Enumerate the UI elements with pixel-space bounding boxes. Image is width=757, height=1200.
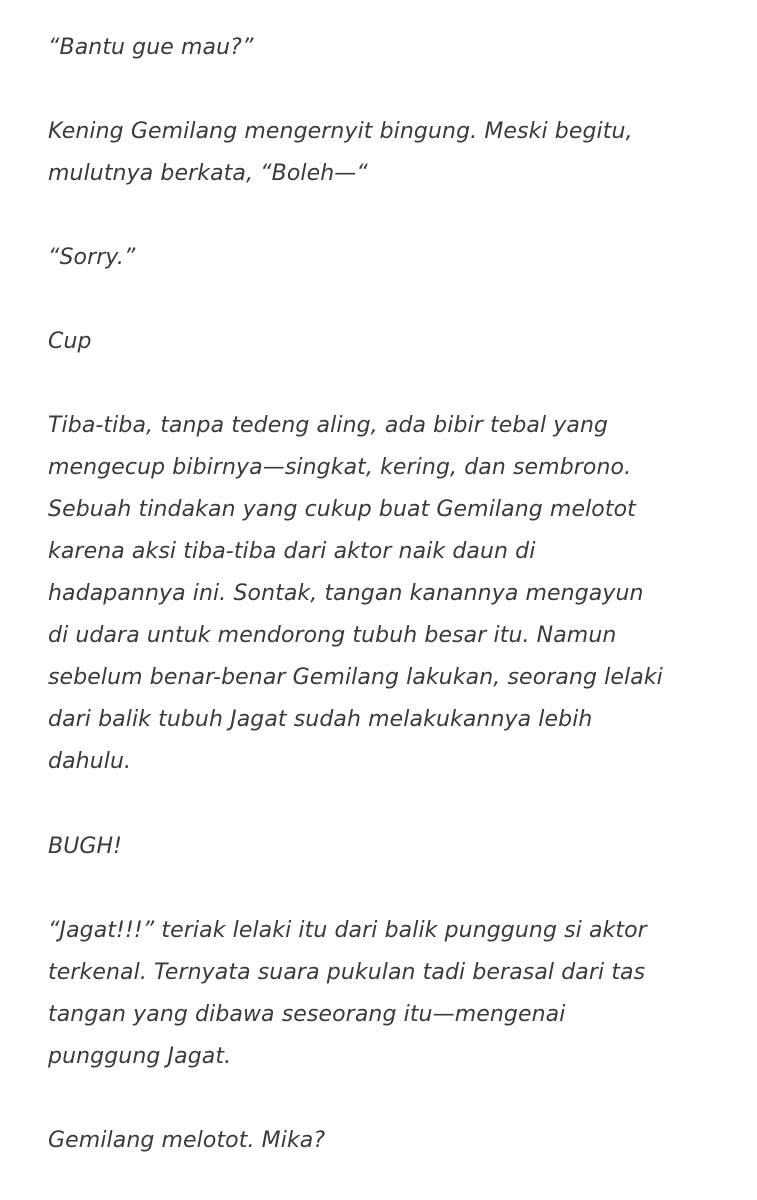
paragraph-dialogue-2 [48,237,728,279]
text-line: hadapannya ini. Sontak, tangan kanannya mengayun [48,581,644,606]
text-line: dahulu. [48,749,132,774]
text-line: Kening Gemilang mengernyit bingung. Meski begitu, [48,119,633,144]
text-line: di udara untuk mendorong tubuh besar itu. Namun [48,623,617,648]
text-line: karena aksi tiba-tiba dari aktor naik daun di [48,539,536,564]
paragraph-narration-4 [48,1120,728,1162]
paragraph-sound-1 [48,321,728,363]
text-line: “Sorry.” [48,245,136,270]
paragraph-narration-1 [48,111,728,195]
text-line: Tiba-tiba, tanpa tedeng aling, ada bibir tebal yang [48,413,609,438]
text-line: mengecup bibirnya—singkat, kering, dan sembrono. [48,455,632,480]
text-line: “Bantu gue mau?” [48,35,254,60]
text-line: dari balik tubuh Jagat sudah melakukannya lebih [48,707,593,732]
text-line: terkenal. Ternyata suara pukulan tadi berasal dari tas [48,960,646,985]
text-line: Sebuah tindakan yang cukup buat Gemilang melotot [48,497,636,522]
text-line: BUGH! [48,834,123,859]
text-line: sebelum benar-benar Gemilang lakukan, seorang lelaki [48,665,663,690]
text-line: mulutnya berkata, “Boleh—“ [48,161,368,186]
paragraph-sound-2 [48,826,728,868]
paragraph-narration-2 [48,405,728,783]
text-line: Gemilang melotot. Mika? [48,1128,326,1153]
text-line: tangan yang dibawa seseorang itu—mengenai [48,1002,566,1027]
text-line: punggung Jagat. [48,1044,232,1069]
text-line: “Jagat!!!” teriak lelaki itu dari balik punggung si aktor [48,918,647,943]
text-line: Cup [48,329,92,354]
paragraph-narration-3 [48,910,728,1078]
paragraph-dialogue-1 [48,27,728,69]
